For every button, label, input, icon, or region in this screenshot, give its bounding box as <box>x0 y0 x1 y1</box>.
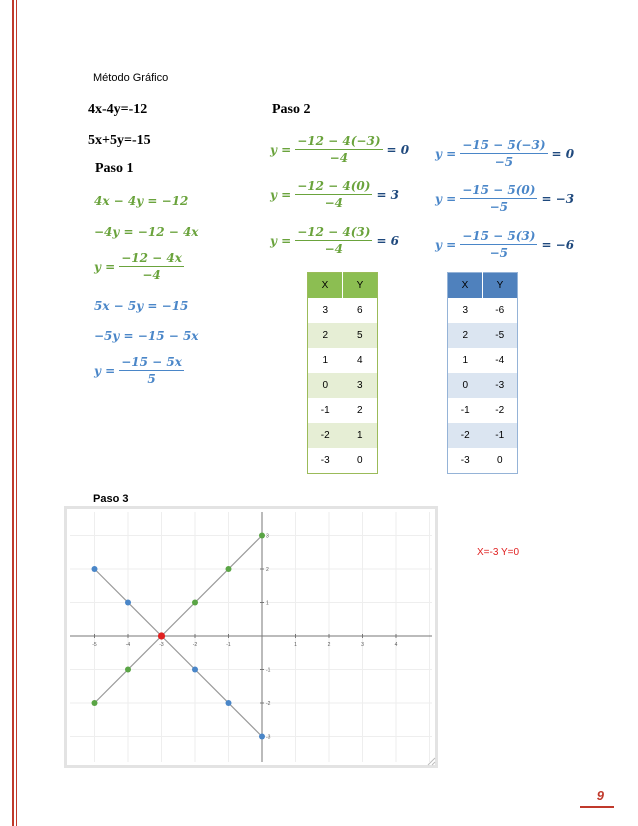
eq-lhs: y = <box>435 191 457 206</box>
fraction-denominator: 5 <box>147 372 156 386</box>
page-margin-line <box>16 0 17 826</box>
paso-1-fraction <box>94 250 184 283</box>
x-tick-label: 4 <box>394 642 398 648</box>
y-tick-label: -2 <box>266 701 271 707</box>
cell-x: -1 <box>448 398 483 423</box>
cell-x: 2 <box>448 323 483 348</box>
fraction-numerator: −15 − 5x <box>121 355 182 369</box>
eq-result: = 3 <box>376 187 400 202</box>
table-row <box>308 323 378 348</box>
x-tick-label: -5 <box>92 642 97 648</box>
paso-1-line: 5x − 5y = −15 <box>94 299 189 313</box>
paso-1-line: 4x − 4y = −12 <box>94 194 189 208</box>
paso-2-green-eq <box>270 178 399 211</box>
eq-denominator: −5 <box>489 200 509 214</box>
cell-y: 5 <box>343 323 378 348</box>
table-row <box>308 373 378 398</box>
table-row <box>308 348 378 373</box>
data-point <box>92 566 98 572</box>
fraction-denominator: −4 <box>142 268 161 282</box>
page-number: 9 <box>596 788 604 803</box>
y-tick-label: -3 <box>266 734 271 741</box>
page-margin-line <box>12 0 14 826</box>
paso-1-fraction <box>94 354 184 387</box>
x-tick-label: 1 <box>294 642 297 648</box>
fraction-lhs: y = <box>94 259 116 274</box>
fraction-numerator: −12 − 4x <box>121 251 182 265</box>
paso-2-green-eq <box>270 224 399 257</box>
x-tick-label: 3 <box>361 642 364 648</box>
page-number-box <box>580 784 614 808</box>
solution-text: X=-3 Y=0 <box>477 547 520 558</box>
cell-y: -4 <box>483 348 518 373</box>
eq-result: = 0 <box>551 146 575 161</box>
cell-y: 3 <box>343 373 378 398</box>
cell-y: -6 <box>483 298 518 323</box>
values-table-green <box>307 272 378 474</box>
cell-x: -3 <box>448 448 483 474</box>
eq-denominator: −5 <box>489 246 509 260</box>
eq-numerator: −12 − 4(−3) <box>297 134 381 148</box>
data-point <box>125 667 131 673</box>
data-point <box>226 566 232 572</box>
graph-frame <box>64 506 438 768</box>
paso-2-blue-eq <box>435 182 574 215</box>
equation-1: 4x-4y=-12 <box>88 102 148 117</box>
cell-x: 1 <box>448 348 483 373</box>
cell-x: 3 <box>448 298 483 323</box>
cell-x: 0 <box>308 373 343 398</box>
table-row <box>308 448 378 474</box>
y-tick-label: 3 <box>266 533 269 540</box>
table-row <box>308 398 378 423</box>
table-row <box>448 373 518 398</box>
data-point <box>259 734 265 740</box>
eq-lhs: y = <box>270 187 292 202</box>
table-row <box>448 398 518 423</box>
data-point <box>259 533 265 539</box>
eq-denominator: −5 <box>494 155 514 169</box>
cell-x: -2 <box>448 423 483 448</box>
table-header: Y <box>483 273 518 299</box>
table-row <box>448 423 518 448</box>
table-row <box>308 298 378 323</box>
paso-1-line: −5y = −15 − 5x <box>94 329 199 343</box>
cell-x: -3 <box>308 448 343 474</box>
table-row <box>448 323 518 348</box>
paso-1-heading: Paso 1 <box>95 161 134 176</box>
y-tick-label: 2 <box>266 567 269 573</box>
x-tick-label: 2 <box>327 642 331 648</box>
intersection-point <box>158 632 165 639</box>
x-tick-label: -2 <box>192 642 198 648</box>
paso-2-heading: Paso 2 <box>272 102 311 117</box>
cell-x: -1 <box>308 398 343 423</box>
paso-1-line: −4y = −12 − 4x <box>94 225 199 239</box>
cell-y: 0 <box>343 448 378 474</box>
eq-lhs: y = <box>270 142 292 157</box>
eq-result: = 0 <box>386 142 410 157</box>
table-header: X <box>308 273 343 299</box>
cell-x: 0 <box>448 373 483 398</box>
paso-2-green-eq <box>270 133 409 166</box>
cell-y: 1 <box>343 423 378 448</box>
cell-y: 6 <box>343 298 378 323</box>
eq-numerator: −12 − 4(3) <box>297 225 371 239</box>
eq-denominator: −4 <box>329 151 349 165</box>
data-point <box>125 600 131 606</box>
eq-result: = 6 <box>376 233 400 248</box>
data-point <box>92 700 98 706</box>
cell-y: -3 <box>483 373 518 398</box>
eq-numerator: −12 − 4(0) <box>297 179 371 193</box>
table-row <box>448 298 518 323</box>
eq-lhs: y = <box>270 233 292 248</box>
data-point <box>192 600 198 606</box>
x-tick-label: -1 <box>226 642 231 648</box>
cell-y: -1 <box>483 423 518 448</box>
eq-numerator: −15 − 5(3) <box>462 229 536 243</box>
cell-x: -2 <box>308 423 343 448</box>
eq-denominator: −4 <box>324 196 344 210</box>
cell-y: -2 <box>483 398 518 423</box>
y-tick-label: -1 <box>266 667 271 674</box>
eq-result: = −3 <box>541 191 575 206</box>
page-title: Método Gráfico <box>93 72 169 84</box>
fraction-lhs: y = <box>94 363 116 378</box>
x-tick-label: -4 <box>125 642 131 648</box>
table-row <box>308 423 378 448</box>
y-tick-label: 1 <box>266 600 269 607</box>
eq-result: = −6 <box>541 237 575 252</box>
cell-y: -5 <box>483 323 518 348</box>
paso-3-heading: Paso 3 <box>93 493 129 505</box>
x-tick-label: -3 <box>159 642 164 648</box>
table-header: X <box>448 273 483 299</box>
cell-x: 1 <box>308 348 343 373</box>
cell-y: 2 <box>343 398 378 423</box>
eq-denominator: −4 <box>324 242 344 256</box>
cell-x: 3 <box>308 298 343 323</box>
paso-2-blue-eq <box>435 228 574 261</box>
cartesian-graph <box>64 506 438 768</box>
eq-lhs: y = <box>435 146 457 161</box>
equation-2: 5x+5y=-15 <box>88 133 151 148</box>
data-point <box>192 667 198 673</box>
cell-y: 0 <box>483 448 518 474</box>
cell-y: 4 <box>343 348 378 373</box>
table-row <box>448 448 518 474</box>
table-header: Y <box>343 273 378 299</box>
eq-lhs: y = <box>435 237 457 252</box>
table-row <box>448 348 518 373</box>
values-table-blue <box>447 272 518 474</box>
eq-numerator: −15 − 5(−3) <box>462 138 546 152</box>
cell-x: 2 <box>308 323 343 348</box>
data-point <box>226 700 232 706</box>
paso-2-blue-eq <box>435 137 574 170</box>
eq-numerator: −15 − 5(0) <box>462 183 536 197</box>
